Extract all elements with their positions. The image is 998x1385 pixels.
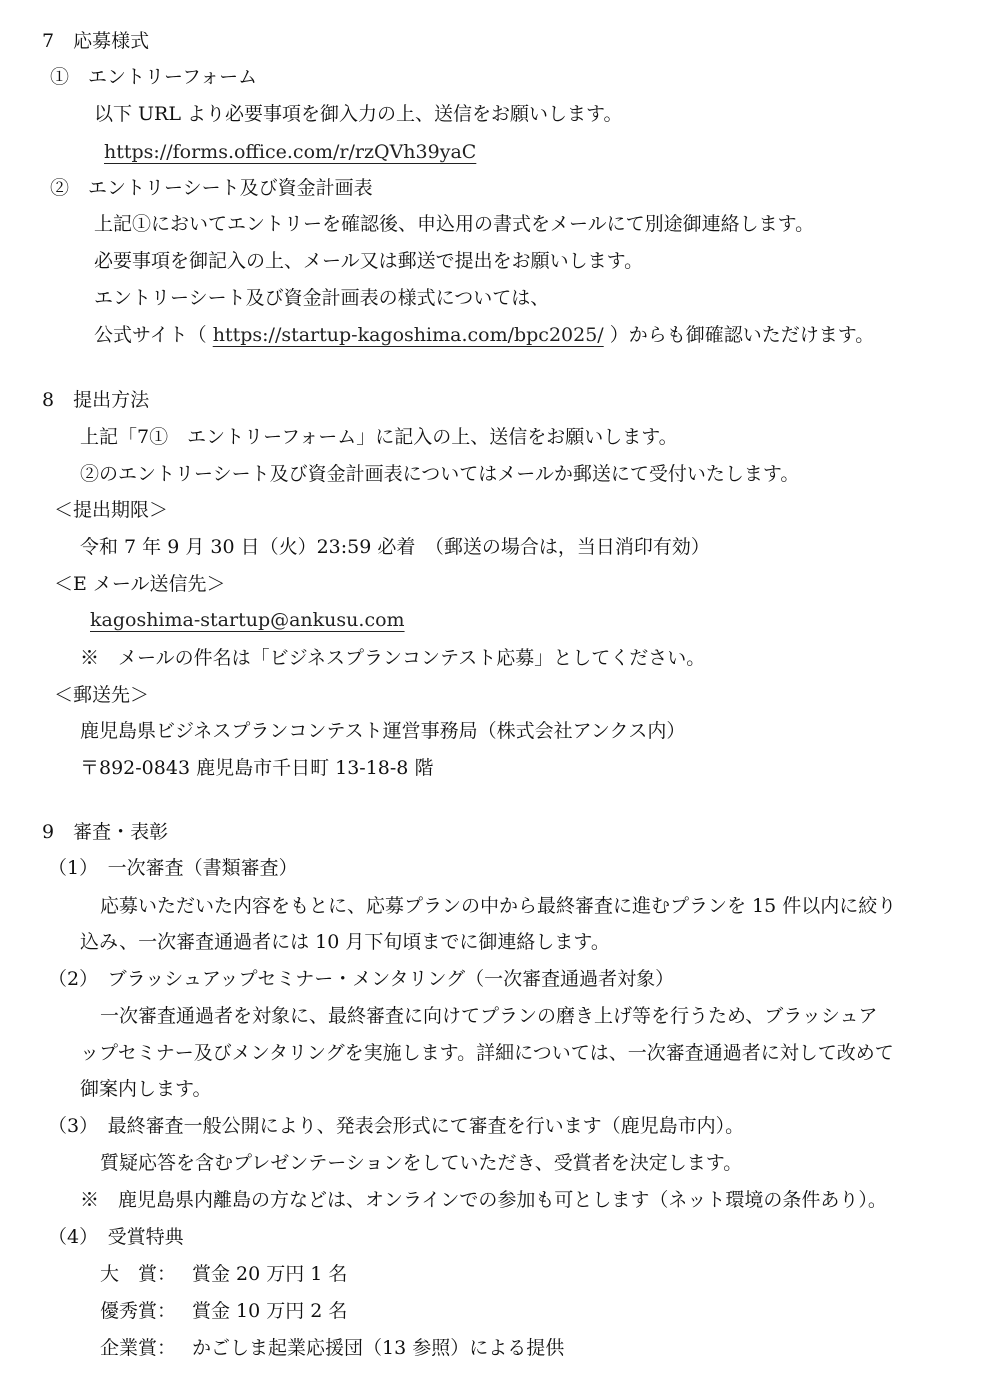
prize-corporate bbox=[100, 1335, 564, 1361]
section-7-item2-line3: エントリーシート及び資金計画表の様式については、 bbox=[94, 287, 550, 309]
email-link[interactable]: kagoshima-startup@ankusu.com bbox=[90, 609, 405, 631]
section-7-item2-line4 bbox=[94, 322, 874, 348]
prize-excellence bbox=[100, 1298, 347, 1324]
prize-value: 賞金 20 万円 1 名 bbox=[192, 1263, 348, 1285]
section-9-p1-label: （1） 一次審査（書類審査） bbox=[48, 857, 298, 879]
official-site-suffix: ）からも御確認いただけます。 bbox=[609, 324, 875, 346]
section-9-p2-label: （2） ブラッシュアップセミナー・メンタリング（一次審査通過者対象） bbox=[48, 968, 675, 990]
section-9-p2-line3: 御案内します。 bbox=[80, 1078, 212, 1100]
section-9-title: 9 審査・表彰 bbox=[42, 821, 169, 843]
section-7-item2-line2: 必要事項を御記入の上、メール又は郵送で提出をお願いします。 bbox=[94, 250, 644, 272]
section-7-item1-label: ① エントリーフォーム bbox=[50, 66, 258, 88]
prize-name: 優秀賞： bbox=[100, 1300, 177, 1322]
post-label: ＜郵送先＞ bbox=[54, 684, 150, 706]
deadline-text: 令和 7 年 9 月 30 日（火）23:59 必着 （郵送の場合は，当日消印有効） bbox=[80, 536, 710, 558]
section-8-title: 8 提出方法 bbox=[42, 389, 150, 411]
entry-form-link[interactable]: https://forms.office.com/r/rzQVh39yaC bbox=[104, 141, 477, 163]
prize-value: 賞金 10 万円 2 名 bbox=[192, 1300, 348, 1322]
post-organization: 鹿児島県ビジネスプランコンテスト運営事務局（株式会社アンクス内） bbox=[80, 720, 686, 742]
section-9-p3-line1: 質疑応答を含むプレゼンテーションをしていただき、受賞者を決定します。 bbox=[100, 1152, 743, 1174]
prize-name: 大 賞： bbox=[100, 1263, 177, 1285]
section-9-p2-line1: 一次審査通過者を対象に、最終審査に向けてプランの磨き上げ等を行うため、ブラッシュア bbox=[100, 1005, 878, 1027]
official-site-link[interactable]: https://startup-kagoshima.com/bpc2025/ bbox=[212, 324, 604, 346]
section-9-p3-note: ※ 鹿児島県内離島の方などは、オンラインでの参加も可とします（ネット環境の条件あり）。 bbox=[80, 1189, 887, 1211]
deadline-label: ＜提出期限＞ bbox=[54, 499, 169, 521]
section-9-p2-line2: ップセミナー及びメンタリングを実施します。詳細については、一次審査通過者に対して改めて bbox=[80, 1042, 894, 1064]
post-address: 〒892-0843 鹿児島市千日町 13-18-8 階 bbox=[80, 757, 434, 779]
section-8-line1: 上記「7① エントリーフォーム」に記入の上、送信をお願いします。 bbox=[80, 426, 678, 448]
section-7-title: 7 応募様式 bbox=[42, 30, 150, 52]
section-7-item2-label: ② エントリーシート及び資金計画表 bbox=[50, 177, 373, 199]
prize-name: 企業賞： bbox=[100, 1337, 177, 1359]
email-label: ＜E メール送信先＞ bbox=[54, 573, 226, 595]
section-9-p4-label: （4） 受賞特典 bbox=[48, 1226, 184, 1248]
section-7-item1-text: 以下 URL より必要事項を御入力の上、送信をお願いします。 bbox=[94, 103, 623, 125]
section-7-item2-line1: 上記①においてエントリーを確認後、申込用の書式をメールにて別途御連絡します。 bbox=[94, 213, 815, 235]
section-8-line2: ②のエントリーシート及び資金計画表についてはメールか郵送にて受付いたします。 bbox=[80, 463, 800, 485]
prize-grand bbox=[100, 1261, 347, 1287]
section-9-p1-line1: 応募いただいた内容をもとに、応募プランの中から最終審査に進むプランを 15 件以内に絞り bbox=[100, 895, 897, 917]
prize-value: かごしま起業応援団（13 参照）による提供 bbox=[192, 1337, 565, 1359]
section-9-p1-line2: 込み、一次審査通過者には 10 月下旬頃までに御連絡します。 bbox=[80, 931, 610, 953]
email-note: ※ メールの件名は「ビジネスプランコンテスト応募」としてください。 bbox=[80, 647, 706, 669]
official-site-prefix: 公式サイト（ bbox=[94, 324, 207, 346]
section-9-p3-label: （3） 最終審査一般公開により、発表会形式にて審査を行います（鹿児島市内）。 bbox=[48, 1115, 745, 1137]
